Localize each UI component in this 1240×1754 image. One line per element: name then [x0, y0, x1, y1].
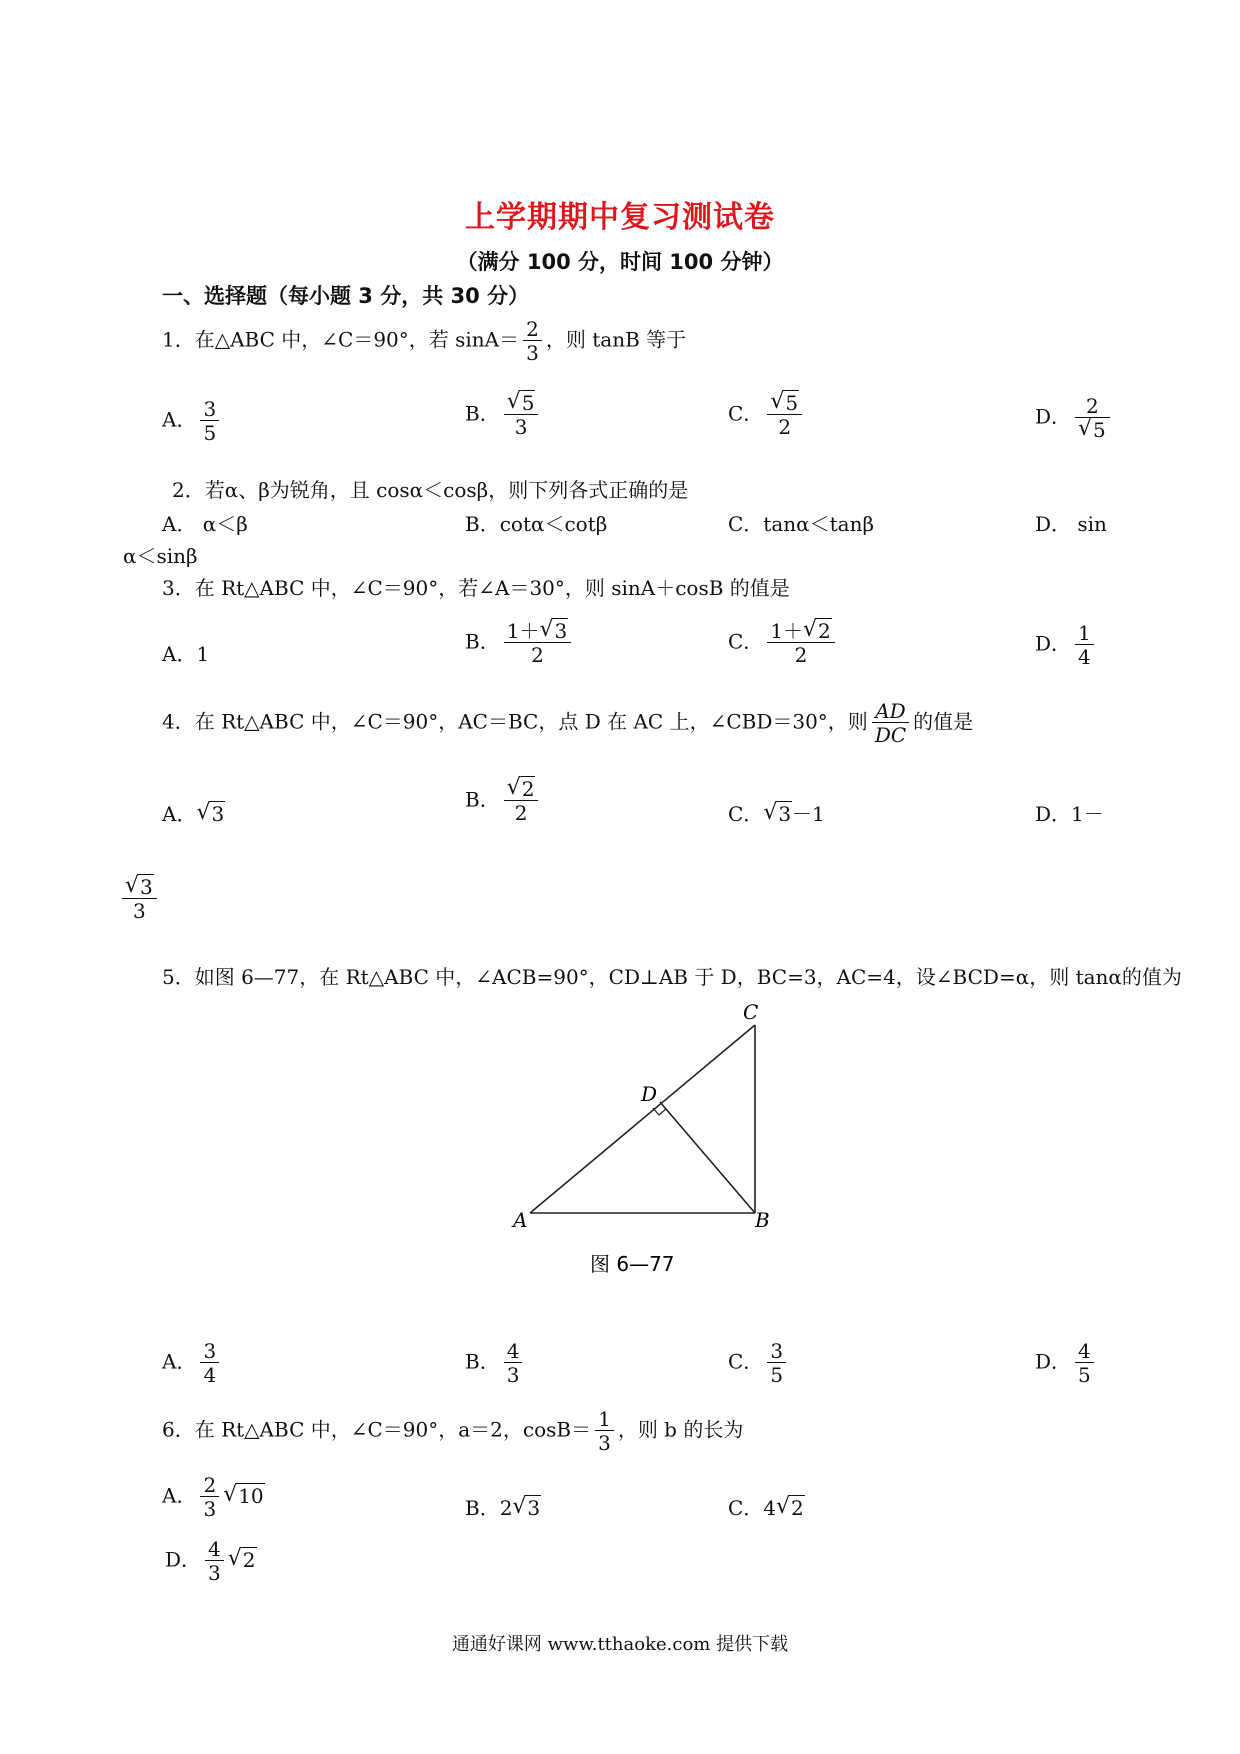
- segment-bd: [660, 1102, 755, 1213]
- question-5-option-c: C． $\frac{3}{5}$: [728, 1340, 790, 1386]
- question-3-option-a: A．1: [162, 642, 210, 666]
- side-ac: [530, 1025, 755, 1213]
- question-2-option-b: B．cotα＜cotβ: [465, 512, 608, 536]
- question-4-option-a: A． √ 3: [162, 800, 225, 826]
- question-1-option-d: D． 2 √ 5: [1035, 395, 1114, 441]
- question-4-option-d-continued: √ 3 3: [118, 876, 161, 922]
- question-6-option-d: D． $\frac{4}{3}$ √ 2: [165, 1537, 256, 1585]
- question-5-option-a: A． $\frac{3}{4}$: [162, 1340, 223, 1386]
- vertex-label-d: D: [641, 1082, 658, 1106]
- question-5-option-d: D． $\frac{4}{5}$: [1035, 1340, 1098, 1386]
- question-4-option-b: B． √ 2 2: [465, 778, 542, 824]
- question-2-option-d: D． sin: [1035, 512, 1107, 536]
- vertex-label-a: A: [513, 1208, 528, 1232]
- section-heading: 一、选择题（每小题 3 分，共 30 分）: [162, 284, 530, 308]
- triangle-figure: [505, 995, 805, 1325]
- page-subtitle: （满分 100 分，时间 100 分钟）: [456, 250, 784, 274]
- figure-caption: 图 6—77: [590, 1252, 675, 1276]
- question-1-option-a: A． $\frac{3}{5}$: [162, 398, 223, 444]
- question-6-option-c: C．4 √ 2: [728, 1494, 804, 1520]
- question-3-option-c: C． 1＋ √ 2 2: [728, 620, 839, 666]
- question-5-option-b: B． $\frac{4}{3}$: [465, 1340, 526, 1386]
- page-title: 上学期期中复习测试卷: [465, 200, 775, 235]
- vertex-label-b: B: [755, 1208, 770, 1232]
- question-2-stem: 2．若α、β为锐角，且 cosα＜cosβ，则下列各式正确的是: [172, 478, 689, 502]
- question-3-stem: 3．在 Rt△ABC 中，∠C＝90°，若∠A＝30°，则 sinA＋cosB 的值是: [162, 576, 790, 600]
- question-3-option-b: B． 1＋ √ 3 2: [465, 620, 575, 666]
- question-2-option-c: C．tanα＜tanβ: [728, 512, 875, 536]
- question-1-stem: 1．在△ABC 中，∠C＝90°，若 sinA＝ $\frac{2}{3}$ ，则 tanB 等于: [162, 317, 687, 365]
- page-footer: 通通好课网 www.tthaoke.com 提供下载: [451, 1634, 789, 1655]
- question-6-option-b: B．2 √ 3: [465, 1494, 541, 1520]
- question-3-option-d: D． $\frac{1}{4}$: [1035, 622, 1098, 668]
- question-5-stem: 5．如图 6—77，在 Rt△ABC 中，∠ACB=90°，CD⊥AB 于 D，BC=3，AC=4，设∠BCD=α，则 tanα的值为: [162, 965, 1182, 989]
- question-4-option-c: C． √ 3－1: [728, 800, 825, 826]
- question-6-stem: 6．在 Rt△ABC 中，∠C＝90°，a＝2，cosB＝ $\frac{1}{3}$ ，则 b 的长为: [162, 1407, 744, 1455]
- question-2-option-d-continued: α＜sinβ: [123, 544, 198, 568]
- question-1-option-b: B． √ 5 3: [465, 392, 542, 438]
- question-2-option-a: A． α＜β: [162, 512, 248, 536]
- question-4-option-d: D．1－: [1035, 802, 1104, 826]
- vertex-label-c: C: [743, 1000, 759, 1024]
- question-4-stem: 4．在 Rt△ABC 中，∠C＝90°，AC＝BC，点 D 在 AC 上，∠CBD＝30°，则 $\frac{AD}{DC}$ 的值是: [162, 699, 974, 747]
- question-1-option-c: C． √ 5 2: [728, 392, 806, 438]
- question-6-option-a: A． $\frac{2}{3}$ √ 10: [162, 1473, 264, 1521]
